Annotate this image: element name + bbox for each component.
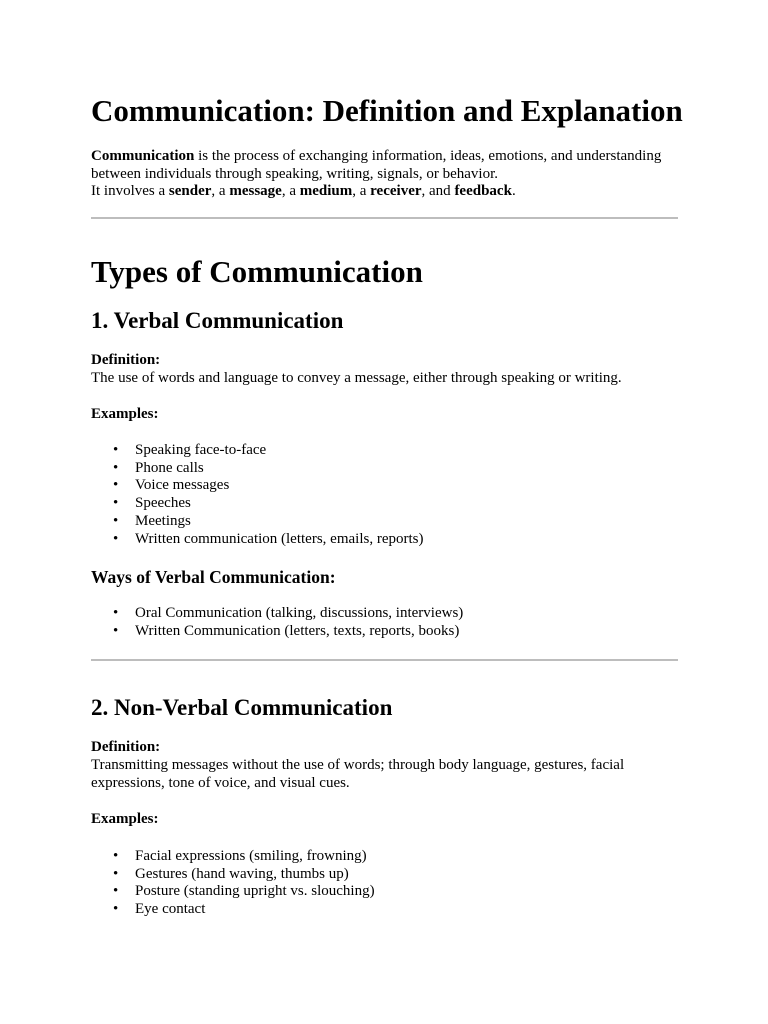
bullet-icon: • — [113, 865, 119, 882]
bullet-icon: • — [113, 442, 119, 458]
bullet-icon: • — [113, 459, 119, 476]
verbal-examples-list — [91, 442, 423, 548]
intro-term: Communication — [91, 148, 195, 164]
list-item — [91, 460, 423, 478]
bullet-icon: • — [113, 530, 119, 547]
intro-part-message: message — [229, 183, 282, 199]
list-item — [91, 605, 463, 623]
list-item-text: Speaking face-to-face — [135, 442, 267, 458]
nonverbal-definition-label: Definition: — [91, 739, 161, 755]
list-item-text: Oral Communication (talking, discussions, interviews) — [135, 605, 464, 621]
bullet-icon: • — [113, 512, 119, 529]
bullet-icon: • — [113, 848, 119, 864]
intro-part-medium: medium — [299, 183, 353, 199]
list-item-text: Facial expressions (smiling, frowning) — [135, 848, 367, 864]
list-item-text: Written communication (letters, emails, reports) — [135, 530, 424, 547]
list-item — [91, 495, 423, 513]
verbal-section-heading: 1. Verbal Communication — [91, 308, 344, 333]
intro-part-feedback: feedback — [454, 183, 512, 199]
types-heading: Types of Communication — [91, 254, 423, 289]
nonverbal-examples-label: Examples: — [91, 811, 159, 827]
list-item-text: Meetings — [135, 512, 191, 529]
horizontal-divider — [91, 659, 678, 661]
bullet-icon: • — [113, 477, 119, 494]
intro-line2-prefix: It involves a — [91, 183, 169, 199]
verbal-definition-label: Definition: — [91, 352, 161, 368]
intro-sep: , and — [421, 183, 455, 199]
page-title: Communication: Definition and Explanation — [91, 93, 683, 128]
intro-end: . — [511, 183, 516, 199]
list-item — [91, 883, 375, 901]
verbal-definition-text: The use of words and language to convey a message, either through speaking or writing. — [91, 370, 622, 386]
nonverbal-examples-list — [91, 848, 375, 919]
bullet-icon: • — [113, 622, 119, 639]
verbal-ways-heading: Ways of Verbal Communication: — [91, 567, 336, 587]
intro-paragraph — [91, 148, 678, 201]
verbal-ways-list — [91, 605, 463, 640]
nonverbal-section-heading: 2. Non-Verbal Communication — [91, 695, 393, 720]
list-item — [91, 848, 375, 866]
list-item-text: Posture (standing upright vs. slouching) — [135, 883, 375, 900]
bullet-icon: • — [113, 883, 119, 900]
list-item-text: Phone calls — [135, 459, 204, 476]
intro-sep: , a — [211, 183, 230, 199]
list-item-text: Eye contact — [135, 901, 206, 918]
list-item — [91, 513, 423, 531]
bullet-icon: • — [113, 605, 119, 621]
verbal-examples-label: Examples: — [91, 406, 159, 422]
nonverbal-definition-text: Transmitting messages without the use of words; through body language, gestures, facial expressions, tone of voice, and visual cues. — [91, 757, 625, 791]
intro-sep: , a — [352, 183, 371, 199]
list-item — [91, 531, 423, 549]
list-item — [91, 477, 423, 495]
bullet-icon: • — [113, 901, 119, 918]
intro-part-receiver: receiver — [370, 183, 422, 199]
intro-part-sender: sender — [168, 183, 212, 199]
list-item-text: Voice messages — [135, 477, 230, 494]
bullet-icon: • — [113, 495, 119, 512]
list-item-text: Gestures (hand waving, thumbs up) — [135, 865, 349, 882]
intro-line1-rest: is the process of exchanging information, ideas, emotions, and understanding between individuals through speaking, writing, signals, or behavior. — [91, 148, 662, 182]
list-item — [91, 442, 423, 460]
list-item — [91, 866, 375, 884]
list-item — [91, 901, 375, 919]
horizontal-divider — [91, 217, 678, 219]
list-item-text: Written Communication (letters, texts, reports, books) — [135, 622, 460, 639]
intro-sep: , a — [281, 183, 300, 199]
list-item — [91, 623, 463, 641]
list-item-text: Speeches — [135, 495, 191, 512]
